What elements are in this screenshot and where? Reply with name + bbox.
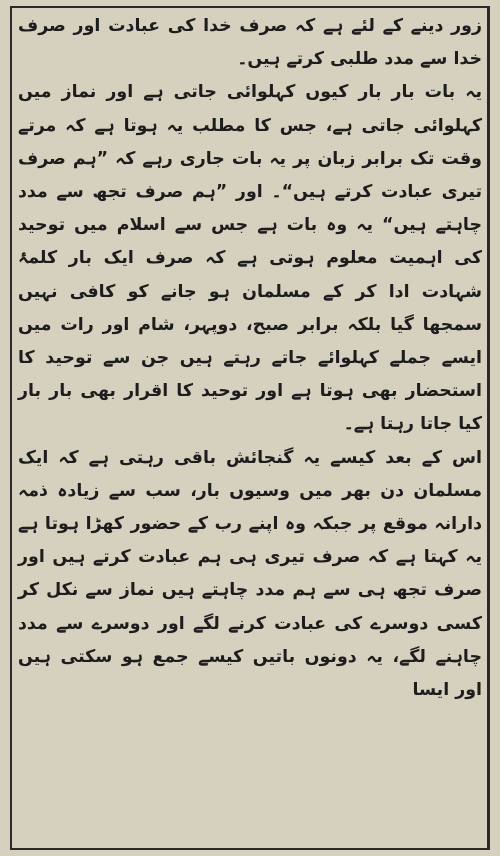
paragraph-2: یہ بات بار بار کیوں کہلوائی جاتی ہے اور نماز میں کہلوائی جاتی ہے، جس کا مطلب یہ ہوتا ہے کہ مرتے وقت تک برابر زبان پر یہ بات جاری رہے کہ ”ہم صرف تیری عبادت کرتے ہیں“۔ اور ”ہم صرف تجھ سے مدد چاہتے ہیں“ یہ وہ بات ہے جس سے اسلام میں توحید کی اہمیت معلوم ہوتی ہے کہ صرف ایک بار کلمۂ شہادت ادا کر کے مسلمان ہو جانے کو کافی نہیں سمجھا گیا بلکہ برابر صبح، دوپہر، شام اور رات میں ایسے جملے کہلوائے جاتے رہتے ہیں جن سے توحید کا استحضار بھی ہوتا ہے اور توحید کا اقرار بھی بار بار کیا جاتا رہتا ہے۔ xyxy=(18,82,482,435)
paragraph-3: اس کے بعد کیسے یہ گنجائش باقی رہتی ہے کہ ایک مسلمان دن بھر میں وسیوں بار، سب سے زیادہ ذمہ دارانہ موقع پر جبکہ وہ اپنے رب کے حضور کھڑا ہوتا ہے یہ کہتا ہے کہ صرف تیری ہی ہم عبادت کرتے ہیں اور صرف تجھ ہی سے ہم مدد چاہتے ہیں نماز سے نکل کر کسی دوسرے کی عبادت کرنے لگے اور دوسرے سے مدد چاہنے لگے، یہ دونوں باتیں کیسے جمع ہو سکتی ہیں اور ایسا xyxy=(18,447,482,701)
article-text xyxy=(18,10,482,707)
paragraph-1: زور دینے کے لئے ہے کہ صرف خدا کی عبادت اور صرف خدا سے مدد طلبی کرتے ہیں۔ xyxy=(18,16,482,70)
